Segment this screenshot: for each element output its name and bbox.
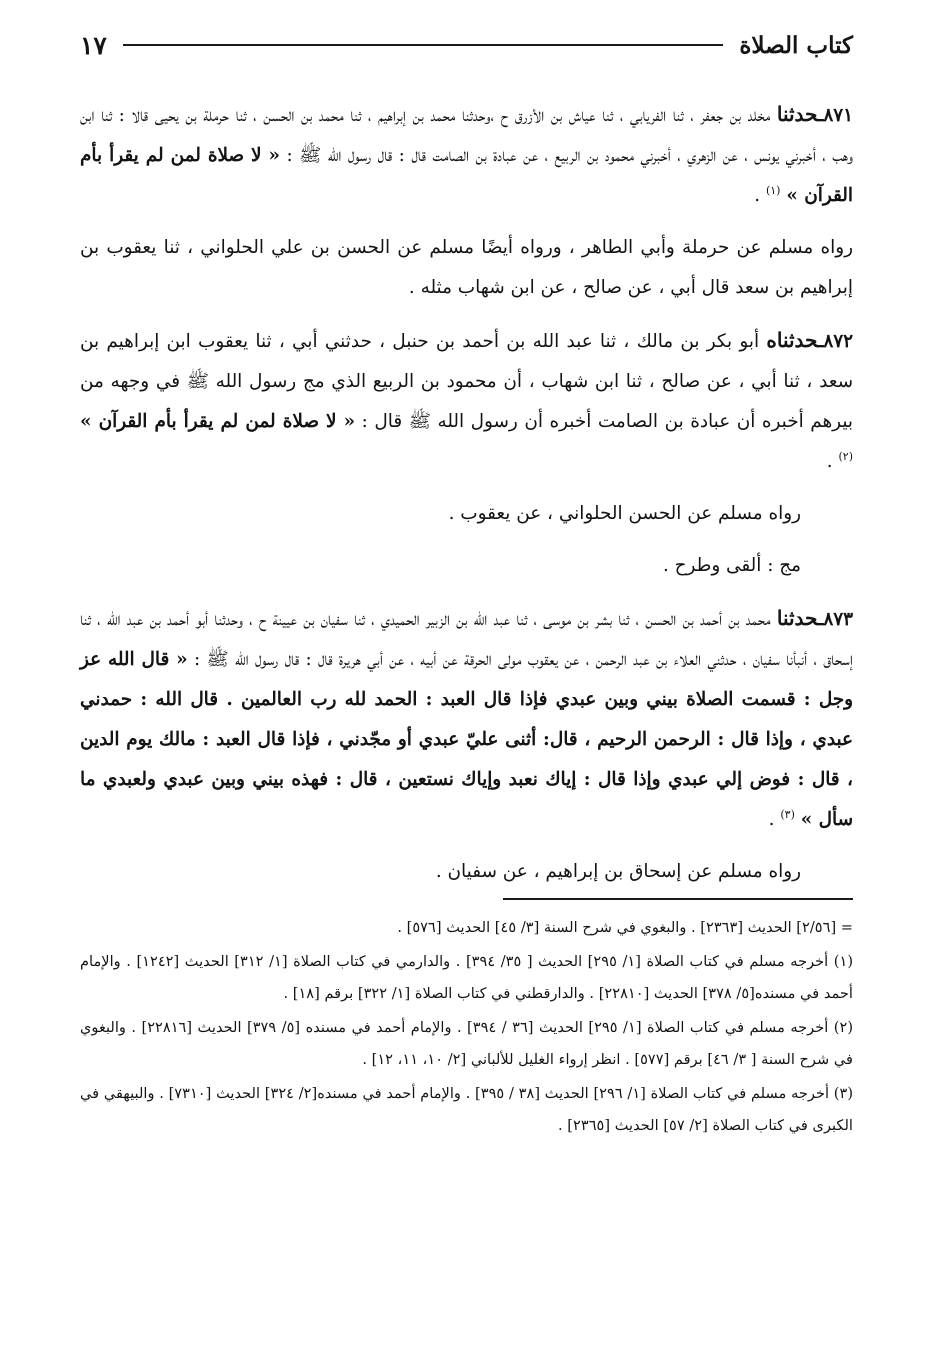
footnotes <box>80 912 853 1142</box>
hadith-quote: « قال الله عز وجل : قسمت الصلاة بيني وبين عبدي فإذا قال العبد : الحمد لله رب العالمين . قال الله : حمدني عبدي ، وإذا قال : الرحمن الرحيم ، قال: أثنى عليّ عبدي أو مجّدني ، فإذا قال العبد : مالك يوم الدين ، قال : فوض إلي عبدي وإذا قال : إياك نعبد وإياك نستعين ، قال : فهذه بيني وبين عبدي ولعبدي ما سأل » <box>80 649 853 830</box>
hadith-872 <box>80 320 853 482</box>
hadith-quote: « لا صلاة لمن لم يقرأ بأم القرآن » <box>80 145 853 206</box>
narration-872: رواه مسلم عن الحسن الحلواني ، عن يعقوب . <box>448 503 801 524</box>
hadith-keyword: حدثناه <box>766 328 818 352</box>
footnote-separator <box>503 898 853 900</box>
narration-871: رواه مسلم عن حرملة وأبي الطاهر ، ورواه أيضًا مسلم عن الحسن بن علي الحلواني ، ثنا يعقوب بن إبراهيم بن سعد قال أبي ، عن صالح ، عن ابن شهاب مثله . <box>80 237 853 298</box>
hadith-chain: أبو بكر بن مالك ، ثنا عبد الله بن أحمد بن حنبل ، حدثني أبي ، ثنا يعقوب ابن إبراهيم بن سعد ، ثنا أبي ، عن صالح ، ثنا ابن شهاب ، أن محمود بن الربيع الذي مج رسول الله ﷺ في وجهه من بيرهم أخبره أن عبادة بن الصامت أخبره أن رسول الله ﷺ قال : <box>80 331 853 432</box>
hadith-number: ٨٧١ـ <box>817 105 853 126</box>
gloss-872: مج : ألقى وطرح . <box>662 555 801 576</box>
hadith-871 <box>80 94 853 216</box>
sentence-end: . <box>754 185 761 206</box>
hadith-number: ٨٧٢ـ <box>817 331 853 352</box>
footnote-ref: (١) <box>765 183 781 197</box>
hadith-quote: « لا صلاة لمن لم يقرأ بأم القرآن » <box>80 411 356 432</box>
footnote-3: (٣) أخرجه مسلم في كتاب الصلاة [١/ ٢٩٦] الحديث [٣٨ / ٣٩٥] . والإمام أحمد في مسنده[٢/ ٣٢٤] الحديث [٧٣١٠] . والبيهقي في الكبرى في كتاب الصلاة [٢/ ٥٧] الحديث [٢٣٦٥] . <box>80 1085 854 1134</box>
footnote-ref: (٢) <box>838 449 853 463</box>
hadith-873 <box>80 598 853 840</box>
hadith-chain: مخلد بن جعفر ، ثنا الفريابي ، ثنا عياش بن الأزرق ح ،وحدثنا محمد بن إبراهيم ، ثنا محمد بن الحسن ، ثنا حرملة بن يحيى قالا : ثنا ابن وهب ، أخبرني يونس ، عن الزهري ، أخبرني محمود بن الربيع ، عن عبادة بن الصامت قال : قال رسول الله ﷺ : <box>80 105 853 166</box>
footnote-2: (٢) أخرجه مسلم في كتاب الصلاة [١/ ٢٩٥] الحديث [٣٦ / ٣٩٤] . والإمام أحمد في مسنده [٥/ ٣٧٩] الحديث [٢٢٨١٦] . والبغوي في شرح السنة [ ٣/ ٤٦] برقم [٥٧٧] . انظر إرواء الغليل للألباني [٢/ ١٠، ١١، ١٢] . <box>80 1019 854 1068</box>
sentence-end: . <box>768 809 775 830</box>
hadith-chain: محمد بن أحمد بن الحسن ، ثنا بشر بن موسى ، ثنا عبد الله بن الزبير الحميدي ، ثنا سفيان بن عيينة ح ، وحدثنا أبو أحمد بن عبد الله ، ثنا إسحاق ، أنبأنا سفيان ، حدثني العلاء بن عبد الرحمن ، عن يعقوب مولى الحرقة عن أبيه ، عن أبي هريرة قال : قال رسول الله ﷺ : <box>80 609 853 670</box>
narration-873: رواه مسلم عن إسحاق بن إبراهيم ، عن سفيان . <box>435 861 801 882</box>
page-header <box>80 26 853 64</box>
footnote-continuation: = [٢/٥٦] الحديث [٢٣٦٣] . والبغوي في شرح السنة [٣/ ٤٥] الحديث [٥٧٦] . <box>397 919 853 936</box>
footnote-ref: (٣) <box>780 807 795 821</box>
hadith-number: ٨٧٣ـ <box>817 609 853 630</box>
hadith-keyword: حدثنا <box>776 606 818 630</box>
hadith-keyword: حدثنا <box>776 102 818 126</box>
footnote-1: (١) أخرجه مسلم في كتاب الصلاة [١/ ٢٩٥] الحديث [ ٣٥/ ٣٩٤] . والدارمي في كتاب الصلاة [١/ ٣١٢] الحديث [١٢٤٢] . والإمام أحمد في مسنده[٥/ ٣٧٨] الحديث [٢٢٨١٠] . والدارقطني في كتاب الصلاة [١/ ٣٢٢] برقم [١٨] . <box>80 953 854 1002</box>
page-number: ١٧ <box>80 30 107 60</box>
header-rule <box>123 44 723 46</box>
main-text <box>80 94 853 892</box>
sentence-end: . <box>826 451 833 472</box>
running-title: كتاب الصلاة <box>739 31 853 59</box>
